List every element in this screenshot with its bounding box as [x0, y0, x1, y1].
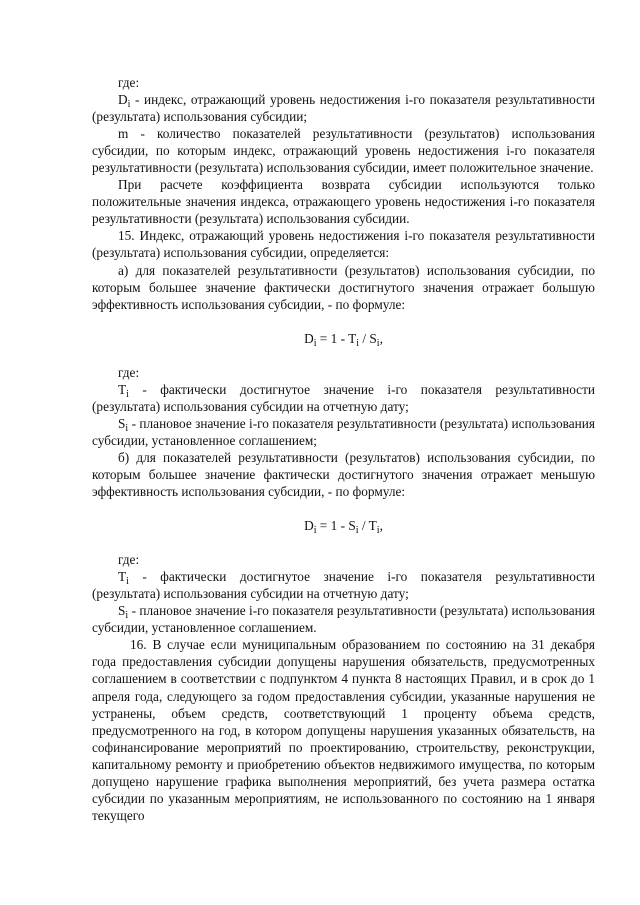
definition-si-text: - плановое значение i-го показателя результативности (результата) использования субсидии, установленное соглашением; [92, 415, 595, 448]
definition-ti-text: - фактически достигнутое значение i-го показателя результативности (результата) использования субсидии на отчетную дату; [92, 569, 595, 602]
formula-2-div: / T [358, 518, 377, 534]
symbol-s: S [118, 603, 126, 619]
formula-1 [92, 330, 595, 347]
symbol-s: S [118, 415, 126, 431]
subscript-i: i [126, 576, 129, 588]
subscript-i: i [125, 422, 129, 434]
formula-1-div: / S [359, 330, 377, 346]
symbol-t: T [118, 381, 127, 397]
definition-di-text: - индекс, отражающий уровень недостижения i-го показателя результативности (результата) использования субсидии; [92, 92, 595, 125]
subscript-i: i [127, 99, 131, 111]
formula-1-t-sub: i [356, 337, 360, 349]
formula-1-s-sub: i [376, 337, 380, 349]
formula-1-mid: = 1 - T [316, 330, 357, 346]
formula-2-mid: = 1 - S [316, 518, 356, 534]
formula-2-d-sub: i [313, 525, 317, 537]
formula-1-d: D [304, 330, 314, 346]
formula-2-end: , [379, 518, 383, 534]
where-label: где: [118, 364, 140, 380]
definition-ti-text: - фактически достигнутое значение i-го показателя результативности (результата) использования субсидии на отчетную дату; [92, 381, 595, 414]
symbol-t: T [118, 569, 127, 585]
definition-ti [92, 381, 595, 415]
document-page [92, 74, 595, 824]
definition-si [92, 602, 595, 636]
definition-di [92, 91, 595, 125]
paragraph-calculation: При расчете коэффициента возврата субсидии используются только положительные значения индекса, отражающего уровень недостижения i-го показателя результативности (результата) использования субсидии. [92, 177, 595, 227]
symbol-d: D [118, 92, 128, 108]
subscript-i: i [125, 610, 129, 622]
formula-2-t-sub: i [376, 525, 380, 537]
definition-si [92, 415, 595, 449]
where-label: где: [118, 75, 140, 90]
definition-m: m - количество показателей результативности (результатов) использования субсидии, по которым индекс, отражающий уровень недостижения i-го показателя результативности (результата) использования субсидии, имеет положительное значение. [92, 126, 595, 176]
paragraph-a: а) для показателей результативности (результатов) использования субсидии, по которым большее значение фактически достигнутого значения отражает большую эффективность использования субсидии, - по формуле: [92, 262, 595, 312]
formula-1-d-sub: i [313, 337, 317, 349]
paragraph-15: 15. Индекс, отражающий уровень недостижения i-го показателя результативности (результата) использования субсидии, определяется: [92, 228, 595, 261]
formula-1-end: , [379, 330, 383, 346]
formula-2 [92, 517, 595, 537]
formula-2-d: D [304, 518, 314, 534]
formula-2-s-sub: i [355, 525, 359, 537]
paragraph-b: б) для показателей результативности (результатов) использования субсидии, по которым большее значение фактически достигнутого значения отражает меньшую эффективность использования субсидии, - по формуле: [92, 449, 595, 500]
definition-si-text: - плановое значение i-го показателя результативности (результата) использования субсидии, установленное соглашением. [92, 603, 595, 636]
definition-ti [92, 568, 595, 602]
where-label: где: [118, 552, 140, 568]
subscript-i: i [126, 388, 129, 400]
paragraph-16: 16. В случае если муниципальным образованием по состоянию на 31 декабря года предоставления субсидии допущены нарушения обязательств, предусмотренных соглашением в соответствии с подпунктом 4 пункта 8 настоящих Правил, и в срок до 1 апреля года, следующего за годом предоставления субсидии, указанные нарушения не устранены, объем средств, соответствующий 1 проценту объема средств, предусмотренного на год, в котором допущены нарушения указанных обязательств, на софинансирование мероприятий по проектированию, строительству, реконструкции, капитальному ремонту и приобретению объектов недвижимого имущества, по которым допущено нарушение графика выполнения мероприятий, без учета размера остатка субсидии по указанным мероприятиям, не использованного по состоянию на 1 января текущего [92, 637, 595, 823]
